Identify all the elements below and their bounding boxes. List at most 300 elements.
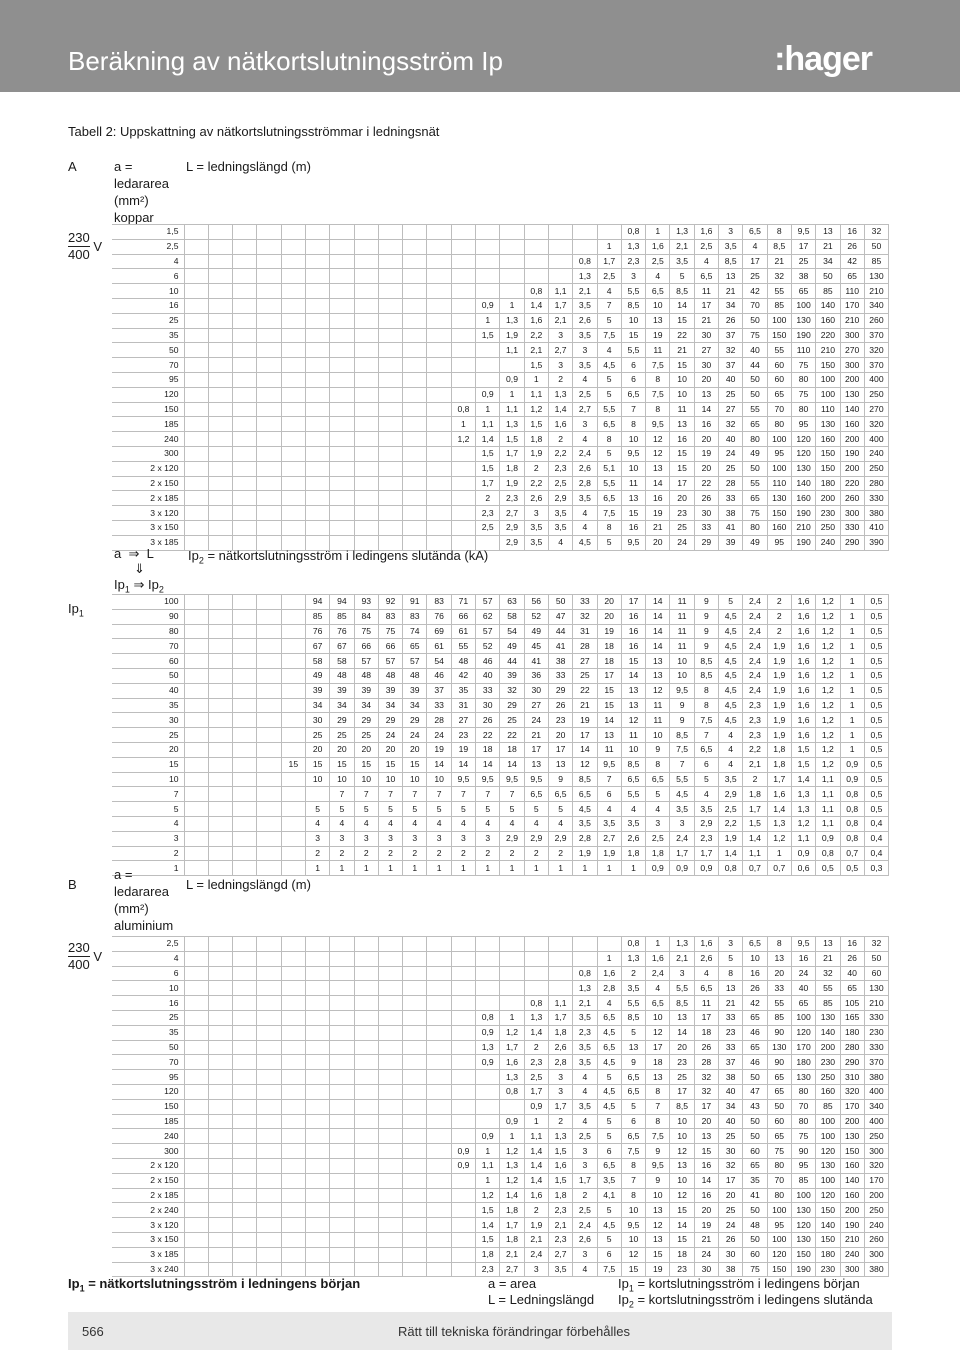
table-cell: 50 [864, 239, 888, 254]
table-cell [184, 654, 208, 669]
table-cell: 1,5 [476, 1232, 500, 1247]
table-cell: 1 [840, 728, 864, 743]
table-cell [548, 981, 572, 996]
table-cell [233, 698, 257, 713]
table-cell: 5 [597, 387, 621, 402]
table-cell: 250 [816, 1070, 840, 1085]
table-cell: 2,8 [597, 981, 621, 996]
table-cell: 5 [330, 802, 354, 817]
table-cell: 150 [791, 1247, 815, 1262]
table-cell: 140 [816, 1025, 840, 1040]
table-cell: 110 [816, 402, 840, 417]
table-cell: 48 [354, 668, 378, 683]
table-cell: 2,3 [500, 491, 524, 506]
table-cell: 1,3 [548, 387, 572, 402]
table-cell: 8 [646, 1084, 670, 1099]
section-b-row [112, 1144, 889, 1159]
table-cell: 5,1 [597, 461, 621, 476]
table-cell: 4 [597, 343, 621, 358]
table-cell [305, 1129, 329, 1144]
table-cell [257, 491, 281, 506]
row-header-cell: 185 [112, 1114, 184, 1129]
table-cell: 9,5 [621, 535, 645, 550]
table-cell: 1,6 [791, 728, 815, 743]
table-cell: 30 [694, 1262, 718, 1277]
table-cell [281, 668, 305, 683]
table-cell: 11 [670, 402, 694, 417]
table-cell: 46 [427, 668, 451, 683]
table-cell: 1,9 [573, 846, 597, 861]
table-cell [233, 506, 257, 521]
table-cell [233, 372, 257, 387]
table-cell [233, 831, 257, 846]
table-cell: 1 [476, 861, 500, 876]
table-cell [257, 269, 281, 284]
table-cell [354, 1084, 378, 1099]
table-cell [330, 387, 354, 402]
row-header-cell: 35 [112, 328, 184, 343]
section-a-row [112, 269, 889, 284]
table-cell: 1,8 [767, 742, 791, 757]
table-cell [184, 225, 208, 240]
table-cell: 22 [670, 328, 694, 343]
table-cell: 91 [403, 595, 427, 610]
table-cell [403, 298, 427, 313]
table-cell: 0,4 [864, 846, 888, 861]
table-cell: 1,5 [548, 1173, 572, 1188]
table-cell: 1,2 [500, 1173, 524, 1188]
table-cell: 2,4 [573, 446, 597, 461]
table-cell: 16 [694, 417, 718, 432]
table-cell: 11 [621, 476, 645, 491]
table-cell [184, 446, 208, 461]
table-cell [184, 609, 208, 624]
table-cell: 5,5 [670, 981, 694, 996]
table-cell: 1,1 [500, 343, 524, 358]
table-cell: 1 [476, 1173, 500, 1188]
table-cell [354, 966, 378, 981]
table-cell: 10 [670, 654, 694, 669]
table-cell [184, 254, 208, 269]
length-definition: L = Ledningslängd [488, 1292, 595, 1307]
table-cell: 55 [767, 996, 791, 1011]
table-cell: 2,7 [548, 1247, 572, 1262]
table-cell: 400 [864, 1084, 888, 1099]
table-cell [305, 254, 329, 269]
table-cell: 36 [524, 668, 548, 683]
table-cell: 1,2 [816, 698, 840, 713]
table-cell [427, 1247, 451, 1262]
table-cell: 15 [670, 446, 694, 461]
table-cell: 0,5 [864, 772, 888, 787]
table-cell: 9 [621, 1055, 645, 1070]
table-cell: 9,5 [791, 225, 815, 240]
table-cell: 270 [840, 343, 864, 358]
table-cell: 2,9 [694, 816, 718, 831]
table-cell: 300 [840, 358, 864, 373]
table-cell [233, 520, 257, 535]
table-cell: 4,5 [597, 1218, 621, 1233]
row-header-cell: 5 [112, 802, 184, 817]
table-cell: 2,3 [548, 1203, 572, 1218]
ip-row [112, 698, 889, 713]
table-cell [208, 520, 232, 535]
table-cell: 15 [621, 1262, 645, 1277]
table-cell: 0,9 [500, 372, 524, 387]
table-cell [305, 432, 329, 447]
table-cell [233, 683, 257, 698]
table-cell: 25 [500, 713, 524, 728]
table-cell: 60 [743, 1144, 767, 1159]
section-a-row [112, 387, 889, 402]
table-cell [208, 1070, 232, 1085]
table-cell: 32 [816, 966, 840, 981]
table-cell [208, 846, 232, 861]
table-cell: 0,5 [864, 595, 888, 610]
table-cell [184, 981, 208, 996]
table-cell [476, 269, 500, 284]
row-header-cell: 4 [112, 816, 184, 831]
table-cell: 0,9 [646, 861, 670, 876]
table-cell: 7,5 [621, 1144, 645, 1159]
table-cell: 7,5 [597, 328, 621, 343]
table-cell: 52 [524, 609, 548, 624]
table-cell: 0,9 [694, 861, 718, 876]
table-cell [184, 861, 208, 876]
table-cell [524, 254, 548, 269]
table-cell [403, 1129, 427, 1144]
section-a-row [112, 476, 889, 491]
table-cell: 14 [451, 757, 475, 772]
table-cell [208, 225, 232, 240]
table-cell: 10 [743, 951, 767, 966]
table-cell: 66 [378, 639, 402, 654]
table-cell [184, 683, 208, 698]
table-cell: 1,3 [670, 225, 694, 240]
table-cell: 1,9 [500, 476, 524, 491]
table-cell [208, 461, 232, 476]
table-cell: 38 [719, 1070, 743, 1085]
table-cell [257, 387, 281, 402]
table-cell: 14 [670, 1025, 694, 1040]
table-cell: 14 [646, 595, 670, 610]
section-a-row [112, 358, 889, 373]
table-cell: 6,5 [694, 742, 718, 757]
table-cell [184, 402, 208, 417]
table-cell: 6,5 [694, 269, 718, 284]
table-cell: 2,9 [548, 491, 572, 506]
table-cell: 0,8 [621, 225, 645, 240]
table-cell: 220 [840, 476, 864, 491]
section-b-voltage: $\frac{230}{400}$ V [68, 940, 102, 972]
table-cell [500, 225, 524, 240]
row-header-cell: 1,5 [112, 225, 184, 240]
table-cell: 1,4 [524, 1144, 548, 1159]
table-cell [427, 1218, 451, 1233]
table-cell [378, 1247, 402, 1262]
table-cell: 1,7 [524, 1084, 548, 1099]
table-cell: 1,6 [646, 239, 670, 254]
table-cell [451, 966, 475, 981]
table-cell [500, 358, 524, 373]
table-cell: 55 [451, 639, 475, 654]
row-header-cell: 150 [112, 1099, 184, 1114]
table-cell: 0,8 [719, 861, 743, 876]
table-cell: 1,2 [816, 742, 840, 757]
table-cell: 1,8 [621, 846, 645, 861]
table-cell [500, 269, 524, 284]
table-cell [354, 520, 378, 535]
table-cell [305, 269, 329, 284]
table-cell: 1,6 [791, 713, 815, 728]
table-cell: 15 [670, 1232, 694, 1247]
table-cell [184, 728, 208, 743]
table-cell: 13 [646, 313, 670, 328]
table-cell: 1,9 [767, 698, 791, 713]
table-cell: 3,5 [597, 1173, 621, 1188]
table-cell: 80 [767, 1188, 791, 1203]
table-cell: 54 [427, 654, 451, 669]
table-cell: 1,8 [476, 1247, 500, 1262]
table-cell [403, 1173, 427, 1188]
table-cell [233, 1232, 257, 1247]
table-cell [403, 996, 427, 1011]
area-definition: a = area [488, 1276, 537, 1291]
table-cell: 2,4 [743, 639, 767, 654]
table-cell: 1 [524, 372, 548, 387]
ip-row [112, 624, 889, 639]
table-cell: 24 [427, 728, 451, 743]
ip-row [112, 654, 889, 669]
table-cell [476, 937, 500, 952]
table-cell: 0,9 [840, 757, 864, 772]
table-cell: 4,5 [670, 787, 694, 802]
table-cell [451, 358, 475, 373]
table-cell: 90 [767, 1055, 791, 1070]
table-cell: 65 [791, 284, 815, 299]
table-cell: 1 [840, 713, 864, 728]
table-cell: 3 [646, 816, 670, 831]
table-cell [233, 343, 257, 358]
table-cell: 1,2 [816, 683, 840, 698]
table-cell: 1,6 [597, 966, 621, 981]
table-cell [524, 966, 548, 981]
table-cell: 2 [476, 846, 500, 861]
section-b-row [112, 1010, 889, 1025]
table-cell: 38 [719, 506, 743, 521]
table-cell: 1,5 [476, 328, 500, 343]
table-cell: 1 [840, 654, 864, 669]
table-cell: 60 [743, 1247, 767, 1262]
table-cell: 2,2 [719, 816, 743, 831]
table-cell: 29 [500, 698, 524, 713]
table-cell: 1,8 [646, 846, 670, 861]
table-cell: 26 [840, 951, 864, 966]
table-cell [233, 951, 257, 966]
table-cell: 0,9 [670, 861, 694, 876]
table-cell [281, 772, 305, 787]
table-cell [403, 981, 427, 996]
table-cell [354, 387, 378, 402]
table-cell: 13 [646, 1232, 670, 1247]
table-cell: 18 [597, 639, 621, 654]
section-a-length-label: L = ledningslängd (m) [186, 159, 311, 174]
table-cell: 6 [621, 372, 645, 387]
table-cell [257, 742, 281, 757]
table-cell [378, 269, 402, 284]
table-cell: 26 [719, 313, 743, 328]
table-cell: 130 [840, 387, 864, 402]
table-cell [184, 1218, 208, 1233]
table-cell: 1,2 [816, 757, 840, 772]
table-cell: 130 [816, 417, 840, 432]
table-cell: 8,5 [670, 728, 694, 743]
table-cell: 260 [864, 1232, 888, 1247]
table-cell: 50 [743, 1129, 767, 1144]
table-cell: 2 [524, 461, 548, 476]
table-cell: 3,5 [694, 802, 718, 817]
table-cell: 17 [524, 742, 548, 757]
table-cell [257, 728, 281, 743]
table-cell: 1,9 [500, 328, 524, 343]
table-cell [476, 1114, 500, 1129]
table-cell: 4,5 [719, 668, 743, 683]
table-cell: 140 [840, 1173, 864, 1188]
table-cell: 95 [767, 446, 791, 461]
ip-row [112, 757, 889, 772]
table-cell: 0,5 [816, 861, 840, 876]
table-cell [208, 387, 232, 402]
table-cell: 2,3 [476, 506, 500, 521]
table-cell [233, 816, 257, 831]
table-cell: 1,1 [548, 284, 572, 299]
table-cell: 2 [524, 846, 548, 861]
table-cell: 1,8 [743, 787, 767, 802]
table-cell: 3 [621, 269, 645, 284]
table-cell: 28 [694, 1055, 718, 1070]
table-cell: 2 [548, 846, 572, 861]
table-cell [184, 1010, 208, 1025]
table-cell: 1 [500, 1010, 524, 1025]
ip2-description: $Ip_2$ = nätkortslutningsström i ledingens slutända (kA) [188, 548, 489, 566]
table-cell: 9 [670, 698, 694, 713]
table-cell [233, 1010, 257, 1025]
table-cell: 9 [694, 609, 718, 624]
table-cell: 29 [378, 713, 402, 728]
table-cell: 12 [621, 713, 645, 728]
table-cell [403, 1232, 427, 1247]
section-b-row [112, 966, 889, 981]
table-cell [208, 713, 232, 728]
table-cell: 130 [791, 1232, 815, 1247]
table-cell: 1,5 [500, 432, 524, 447]
table-cell [476, 372, 500, 387]
table-cell: 32 [719, 417, 743, 432]
section-b-area-label: a = ledararea (mm²) aluminium [114, 867, 174, 933]
table-cell: 4 [403, 816, 427, 831]
table-cell: 1,6 [524, 313, 548, 328]
table-cell: 70 [767, 402, 791, 417]
table-cell [476, 981, 500, 996]
table-cell: 50 [743, 1114, 767, 1129]
section-b-row [112, 1040, 889, 1055]
table-cell: 3,5 [719, 239, 743, 254]
table-cell: 6,5 [597, 1010, 621, 1025]
table-cell: 23 [670, 506, 694, 521]
table-cell [378, 387, 402, 402]
table-cell: 34 [403, 698, 427, 713]
table-cell: 4 [305, 816, 329, 831]
table-cell: 290 [840, 535, 864, 550]
table-cell: 1 [500, 861, 524, 876]
table-cell: 37 [719, 358, 743, 373]
table-cell: 57 [403, 654, 427, 669]
table-cell: 14 [646, 609, 670, 624]
table-cell: 300 [864, 1144, 888, 1159]
table-cell [305, 1173, 329, 1188]
table-cell: 6,5 [597, 491, 621, 506]
table-cell: 90 [791, 1144, 815, 1159]
table-cell: 13 [621, 491, 645, 506]
table-cell: 19 [694, 446, 718, 461]
table-cell [208, 728, 232, 743]
row-header-cell: 70 [112, 1055, 184, 1070]
table-cell [233, 225, 257, 240]
table-cell [208, 772, 232, 787]
table-cell: 30 [694, 328, 718, 343]
table-cell: 80 [767, 1158, 791, 1173]
table-cell [403, 269, 427, 284]
table-cell: 10 [621, 432, 645, 447]
table-cell [184, 1099, 208, 1114]
table-cell: 1,2 [816, 639, 840, 654]
table-cell: 1,3 [573, 981, 597, 996]
table-cell: 1 [330, 861, 354, 876]
table-cell: 1,9 [597, 846, 621, 861]
table-cell [403, 284, 427, 299]
table-cell: 42 [743, 284, 767, 299]
table-cell [257, 1099, 281, 1114]
table-cell [208, 284, 232, 299]
table-cell: 18 [646, 1055, 670, 1070]
table-cell: 2,6 [573, 461, 597, 476]
table-cell: 100 [791, 1188, 815, 1203]
table-cell [305, 313, 329, 328]
table-cell [330, 269, 354, 284]
table-cell: 0,4 [864, 831, 888, 846]
table-cell: 12 [646, 1218, 670, 1233]
table-cell: 1,3 [791, 787, 815, 802]
table-cell [208, 446, 232, 461]
table-cell: 2,7 [573, 402, 597, 417]
table-cell [184, 491, 208, 506]
table-cell [233, 802, 257, 817]
table-cell [281, 787, 305, 802]
table-cell: 4,5 [597, 1099, 621, 1114]
table-cell: 100 [816, 1173, 840, 1188]
table-cell: 13 [646, 1070, 670, 1085]
table-cell [233, 1114, 257, 1129]
table-cell: 4 [427, 816, 451, 831]
table-cell [281, 269, 305, 284]
table-cell [208, 1262, 232, 1277]
table-cell [378, 298, 402, 313]
table-cell [378, 239, 402, 254]
table-cell: 0,5 [864, 757, 888, 772]
table-cell: 120 [816, 1188, 840, 1203]
table-cell [233, 476, 257, 491]
table-cell: 2,9 [524, 831, 548, 846]
